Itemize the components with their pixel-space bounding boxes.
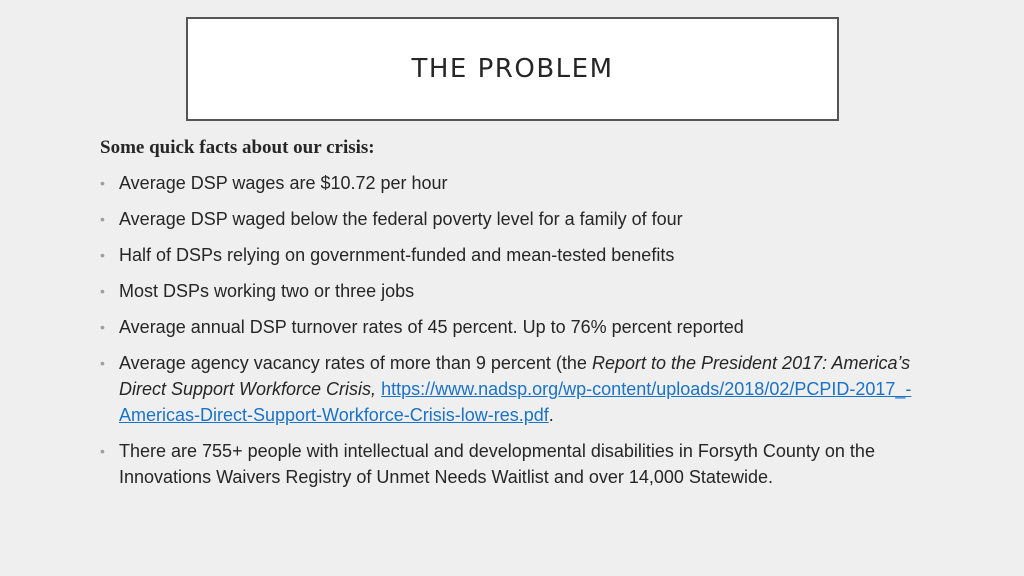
fact-text: There are 755+ people with intellectual and developmental disabilities in Forsyth County on the Innovations Waivers Registry of Unmet Needs Waitlist and over 14,000 Statewide. <box>119 441 875 487</box>
facts-list <box>100 170 920 490</box>
intro-heading: Some quick facts about our crisis: <box>100 137 375 158</box>
fact-text: Most DSPs working two or three jobs <box>119 281 415 301</box>
fact-text: Average annual DSP turnover rates of 45 percent. Up to 76% percent reported <box>119 317 744 337</box>
vacancy-tail: . <box>548 405 554 425</box>
bullet-icon: • <box>100 443 105 459</box>
bullet-icon: • <box>100 211 105 227</box>
report-title: Report to the President 2017: America’s Direct Support Workforce Crisis, <box>119 353 911 399</box>
bullet-icon: • <box>100 319 105 335</box>
bullet-icon: • <box>100 247 105 263</box>
title-box <box>186 17 839 121</box>
bullet-icon: • <box>100 283 105 299</box>
fact-item-benefits <box>100 242 920 268</box>
fact-item-turnover <box>100 314 920 340</box>
fact-text: Average DSP wages are $10.72 per hour <box>119 173 448 193</box>
vacancy-lead-text: Average agency vacancy rates of more than 9 percent (the <box>119 353 592 373</box>
fact-item-wages <box>100 170 920 196</box>
report-link[interactable]: https://www.nadsp.org/wp-content/uploads/2018/02/PCPID-2017_-Americas-Direct-Support-Workforce-Crisis-low-res.pdf <box>119 379 912 425</box>
bullet-icon: • <box>100 355 105 371</box>
fact-item-poverty <box>100 206 920 232</box>
fact-text: Half of DSPs relying on government-funded and mean-tested benefits <box>119 245 675 265</box>
fact-item-waitlist <box>100 438 920 490</box>
bullet-icon: • <box>100 175 105 191</box>
fact-text: Average DSP waged below the federal poverty level for a family of four <box>119 209 683 229</box>
content-area <box>100 136 920 500</box>
fact-item-jobs <box>100 278 920 304</box>
slide-title: THE PROBLEM <box>411 54 614 84</box>
fact-item-vacancy <box>100 350 920 428</box>
